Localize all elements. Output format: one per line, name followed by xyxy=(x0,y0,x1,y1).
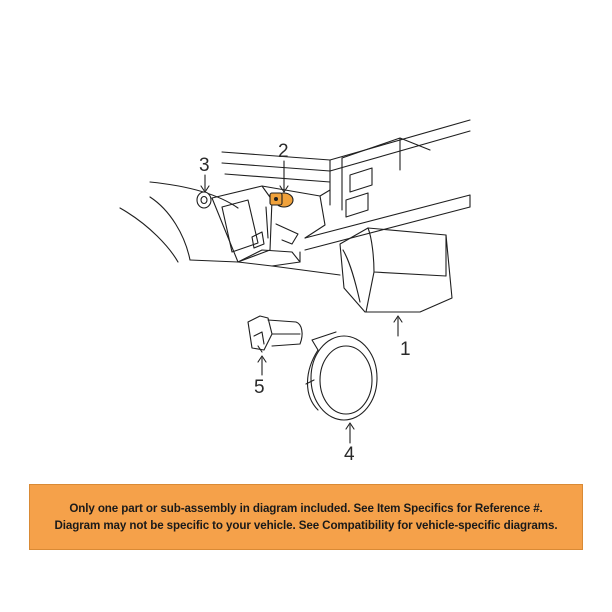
fog-lamp-lens-part xyxy=(306,332,377,420)
disclaimer-line-2: Diagram may not be specific to your vehicle. See Compatibility for vehicle-specific diagrams. xyxy=(54,519,558,532)
vehicle-front-structure xyxy=(120,120,470,275)
fog-lamp-assembly-part xyxy=(340,228,452,312)
disclaimer-line-1: Only one part or sub-assembly in diagram included. See Item Specifics for Reference #. xyxy=(69,502,543,515)
nut-part xyxy=(197,192,211,208)
bulb-part xyxy=(248,316,302,352)
disclaimer-banner xyxy=(29,484,583,550)
callout-1: 1 xyxy=(400,339,411,360)
fastener-part xyxy=(270,193,293,207)
callout-2: 2 xyxy=(278,141,289,162)
callout-4: 4 xyxy=(344,444,355,465)
callout-3: 3 xyxy=(199,155,210,176)
callout-5: 5 xyxy=(254,377,265,398)
